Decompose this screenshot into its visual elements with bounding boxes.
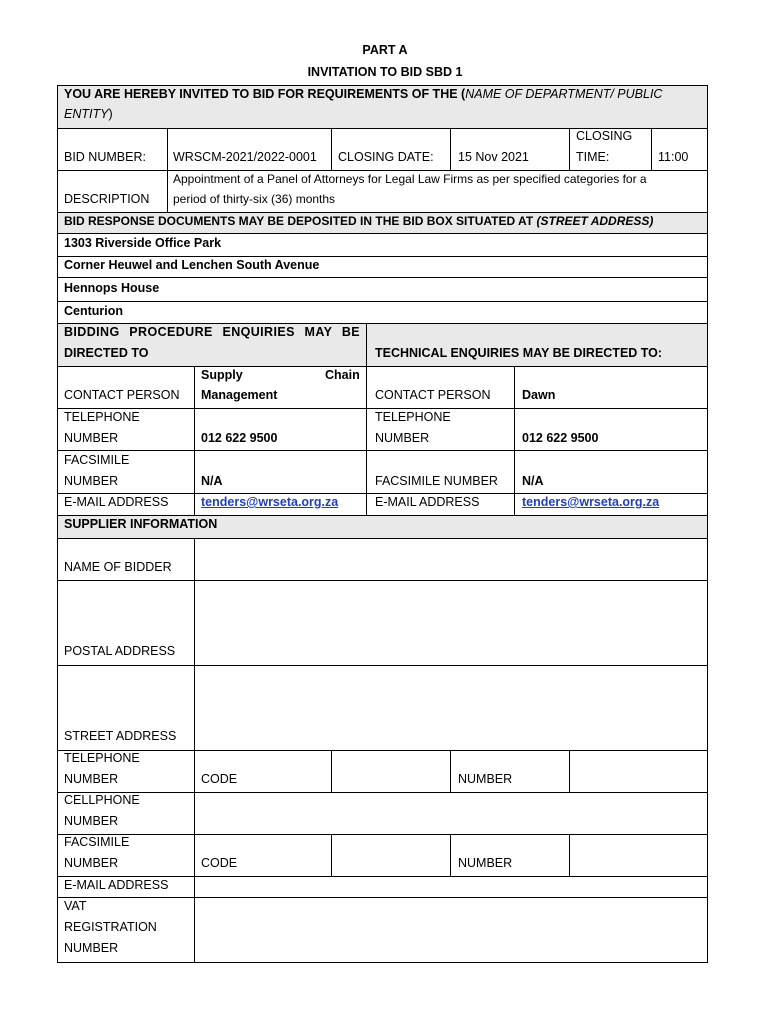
- bidding-contact-2: Management: [201, 388, 278, 402]
- supplier-telephone-label: TELEPHONE: [64, 751, 140, 765]
- closing-time-label-2: TIME:: [576, 150, 610, 164]
- bidding-enquiries-heading: BIDDING PROCEDURE ENQUIRIES MAY BE: [64, 325, 360, 339]
- fax-label: FACSIMILE: [64, 453, 130, 467]
- fax-number-field[interactable]: [570, 835, 707, 876]
- bidding-phone: 012 622 9500: [201, 431, 278, 445]
- supplier-fax-label: FACSIMILE: [64, 835, 130, 849]
- name-of-bidder-field[interactable]: [195, 539, 707, 580]
- street-address-label: STREET ADDRESS: [64, 729, 177, 743]
- supplier-fax-label-2: NUMBER: [64, 856, 119, 870]
- technical-telephone-label: TELEPHONE: [375, 410, 451, 424]
- deposit-heading: BID RESPONSE DOCUMENTS MAY BE DEPOSITED IN THE BID BOX SITUATED AT (STREET ADDRESS): [64, 214, 654, 228]
- closing-time-label: CLOSING: [576, 129, 633, 143]
- telephone-code-label: CODE: [201, 772, 238, 786]
- fax-code-label: CODE: [201, 856, 238, 870]
- email-label: E-MAIL ADDRESS: [64, 495, 169, 509]
- invite-heading: YOU ARE HEREBY INVITED TO BID FOR REQUIREMENTS OF THE (NAME OF DEPARTMENT/ PUBLIC: [64, 87, 663, 101]
- technical-telephone-label-2: NUMBER: [375, 431, 430, 445]
- supplier-heading: SUPPLIER INFORMATION: [64, 517, 218, 531]
- cellphone-label: CELLPHONE: [64, 793, 140, 807]
- telephone-code-field[interactable]: [332, 751, 450, 792]
- closing-date: 15 Nov 2021: [458, 150, 529, 164]
- technical-contact: Dawn: [522, 388, 556, 402]
- technical-enquiries-heading: TECHNICAL ENQUIRIES MAY BE DIRECTED TO:: [375, 346, 663, 360]
- bid-number: WRSCM-2021/2022-0001: [173, 150, 317, 164]
- deposit-address-line: Hennops House: [64, 281, 160, 295]
- fax-label-2: NUMBER: [64, 474, 119, 488]
- invite-heading-line2: ENTITY): [64, 107, 113, 121]
- cellphone-field[interactable]: [195, 793, 707, 834]
- fax-code-field[interactable]: [332, 835, 450, 876]
- technical-email-label: E-MAIL ADDRESS: [375, 495, 480, 509]
- technical-contact-label: CONTACT PERSON: [375, 388, 491, 402]
- bidding-fax: N/A: [201, 474, 223, 488]
- vat-label: VAT: [64, 899, 87, 913]
- contact-person-label: CONTACT PERSON: [64, 388, 180, 402]
- bidding-email-link[interactable]: tenders@wrseta.org.za: [201, 495, 339, 509]
- form-title: INVITATION TO BID SBD 1: [307, 65, 463, 79]
- technical-phone: 012 622 9500: [522, 431, 599, 445]
- vat-label-3: NUMBER: [64, 941, 119, 955]
- bid-number-label: BID NUMBER:: [64, 150, 146, 164]
- technical-email-link[interactable]: tenders@wrseta.org.za: [522, 495, 660, 509]
- telephone-label: TELEPHONE: [64, 410, 140, 424]
- description-line-2: period of thirty-six (36) months: [173, 192, 336, 206]
- name-of-bidder-label: NAME OF BIDDER: [64, 560, 172, 574]
- cellphone-label-2: NUMBER: [64, 814, 119, 828]
- deposit-address-line: Centurion: [64, 304, 124, 318]
- technical-fax-label: FACSIMILE NUMBER: [375, 474, 498, 488]
- postal-address-field[interactable]: [195, 581, 707, 665]
- telephone-number-label: NUMBER: [458, 772, 513, 786]
- telephone-number-field[interactable]: [570, 751, 707, 792]
- deposit-address-line: 1303 Riverside Office Park: [64, 236, 222, 250]
- supplier-telephone-label-2: NUMBER: [64, 772, 119, 786]
- supplier-email-label: E-MAIL ADDRESS: [64, 878, 169, 892]
- technical-fax: N/A: [522, 474, 544, 488]
- street-address-field[interactable]: [195, 666, 707, 750]
- deposit-address-line: Corner Heuwel and Lenchen South Avenue: [64, 258, 320, 272]
- bidding-contact: Supply: [201, 368, 243, 382]
- description-line-1: Appointment of a Panel of Attorneys for Legal Law Firms as per specified categories for a: [173, 172, 647, 186]
- closing-date-label: CLOSING DATE:: [338, 150, 434, 164]
- vat-number-field[interactable]: [195, 898, 707, 962]
- closing-time: 11:00: [658, 150, 689, 164]
- vat-label-2: REGISTRATION: [64, 920, 157, 934]
- bidding-enquiries-heading-2: DIRECTED TO: [64, 346, 149, 360]
- bidding-contact-b: Chain: [325, 368, 360, 382]
- telephone-label-2: NUMBER: [64, 431, 119, 445]
- postal-address-label: POSTAL ADDRESS: [64, 644, 176, 658]
- description-label: DESCRIPTION: [64, 192, 150, 206]
- part-title: PART A: [362, 43, 408, 57]
- supplier-email-field[interactable]: [195, 877, 707, 897]
- fax-number-label: NUMBER: [458, 856, 513, 870]
